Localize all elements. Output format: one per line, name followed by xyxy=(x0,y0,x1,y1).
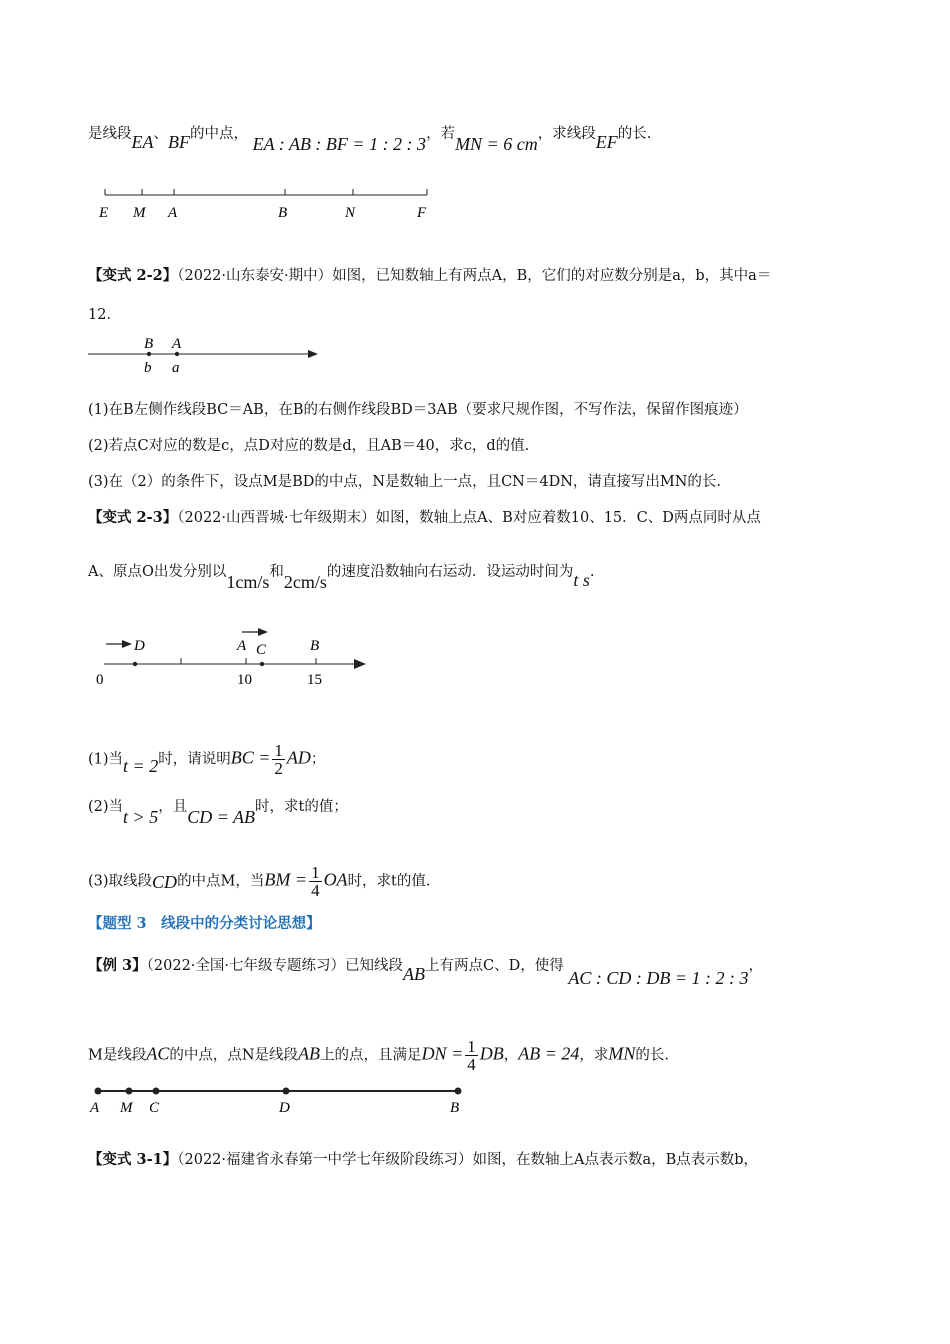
fraction-quarter: $\frac{1}{4}$ xyxy=(467,1037,476,1074)
label-b-upper: B xyxy=(144,336,154,352)
segment-figure-efm xyxy=(95,185,445,225)
tick-0: 0 xyxy=(96,672,104,688)
label-m: M xyxy=(120,1100,133,1116)
label-c: C xyxy=(256,642,267,658)
number-line-motion xyxy=(92,622,372,692)
label-b-lower: b xyxy=(144,360,152,376)
tick-10: 10 xyxy=(237,672,252,688)
example-3-line2: M是线段AC的中点，点N是线段AB上的点，且满足DN = $\frac{1}{4}$ DB，AB = 24，求MN的长. xyxy=(88,1037,669,1074)
fraction-half: $\frac{1}{2}$ xyxy=(274,741,283,778)
question-3: (3)取线段CD的中点M，当BM = $\frac{1}{4}$ OA时，求t的值. xyxy=(88,863,431,900)
question-2: (2)若点C对应的数是c，点D对应的数是d，且AB＝40，求c，d的值. xyxy=(88,438,530,454)
label-n: N xyxy=(345,205,356,221)
label-m: M xyxy=(133,205,146,221)
ratio-formula: EA : AB : BF = 1 : 2 : 3 xyxy=(252,134,427,154)
example-3-line1: 【例 3】（2022·全国·七年级专题练习）已知线段AB上有两点C、D，使得 AC : CD : DB = 1 : 2 : 3， xyxy=(88,957,763,988)
label-c: C xyxy=(149,1100,160,1116)
label-d: D xyxy=(134,638,145,654)
label-a-lower: a xyxy=(172,360,180,376)
variant-2-2-line2: 12． xyxy=(88,307,121,323)
label-a-upper: A xyxy=(172,336,182,352)
problem-text-line: 是线段EA、BF的中点， EA : AB : BF = 1 : 2 : 3，若MN = 6 cm，求线段EF的长. xyxy=(88,126,652,154)
tick-15: 15 xyxy=(307,672,322,688)
section-title-type-3: 【题型 3 线段中的分类讨论思想】 xyxy=(88,915,321,932)
label-a: A xyxy=(168,205,178,221)
variant-2-3-line2: A、原点O出发分别以1cm/s和2cm/s的速度沿数轴向右运动．设运动时间为t s. xyxy=(88,564,595,592)
label-b: B xyxy=(310,638,320,654)
question-2: (2)当t > 5，且CD = AB时，求t的值； xyxy=(88,799,348,827)
variant-3-1-heading: 【变式 3-1】（2022·福建省永春第一中学七年级阶段练习）如图，在数轴上A点表示数a，B点表示数b， xyxy=(88,1151,759,1168)
label-b: B xyxy=(278,205,288,221)
ratio-formula: AC : CD : DB = 1 : 2 : 3 xyxy=(568,968,749,988)
label-a: A xyxy=(237,638,247,654)
question-3: (3)在（2）的条件下，设点M是BD的中点，N是数轴上一点，且CN＝4DN，请直接写出MN的长. xyxy=(88,474,722,490)
label-e: E xyxy=(99,205,109,221)
segment-figure-amcdb xyxy=(88,1082,468,1116)
variant-2-2-heading: 【变式 2-2】（2022·山东泰安·期中）如图，已知数轴上有两点A，B，它们的对应数分别是a，b，其中a＝ xyxy=(88,267,772,284)
label-d: D xyxy=(279,1100,290,1116)
label-f: F xyxy=(417,205,427,221)
fraction-quarter: $\frac{1}{4}$ xyxy=(311,863,320,900)
label-b: B xyxy=(450,1100,460,1116)
label-a: A xyxy=(90,1100,100,1116)
question-1: (1)在B左侧作线段BC＝AB，在B的右侧作线段BD＝3AB（要求尺规作图，不写作法，保留作图痕迹） xyxy=(88,402,748,418)
question-1: (1)当t = 2时，请说明BC = $\frac{1}{2}$ AD； xyxy=(88,741,326,778)
variant-2-3-heading: 【变式 2-3】（2022·山西晋城·七年级期末）如图，数轴上点A、B对应着数10、15．C、D两点同时从点 xyxy=(88,509,761,526)
number-line-ab xyxy=(88,334,328,378)
